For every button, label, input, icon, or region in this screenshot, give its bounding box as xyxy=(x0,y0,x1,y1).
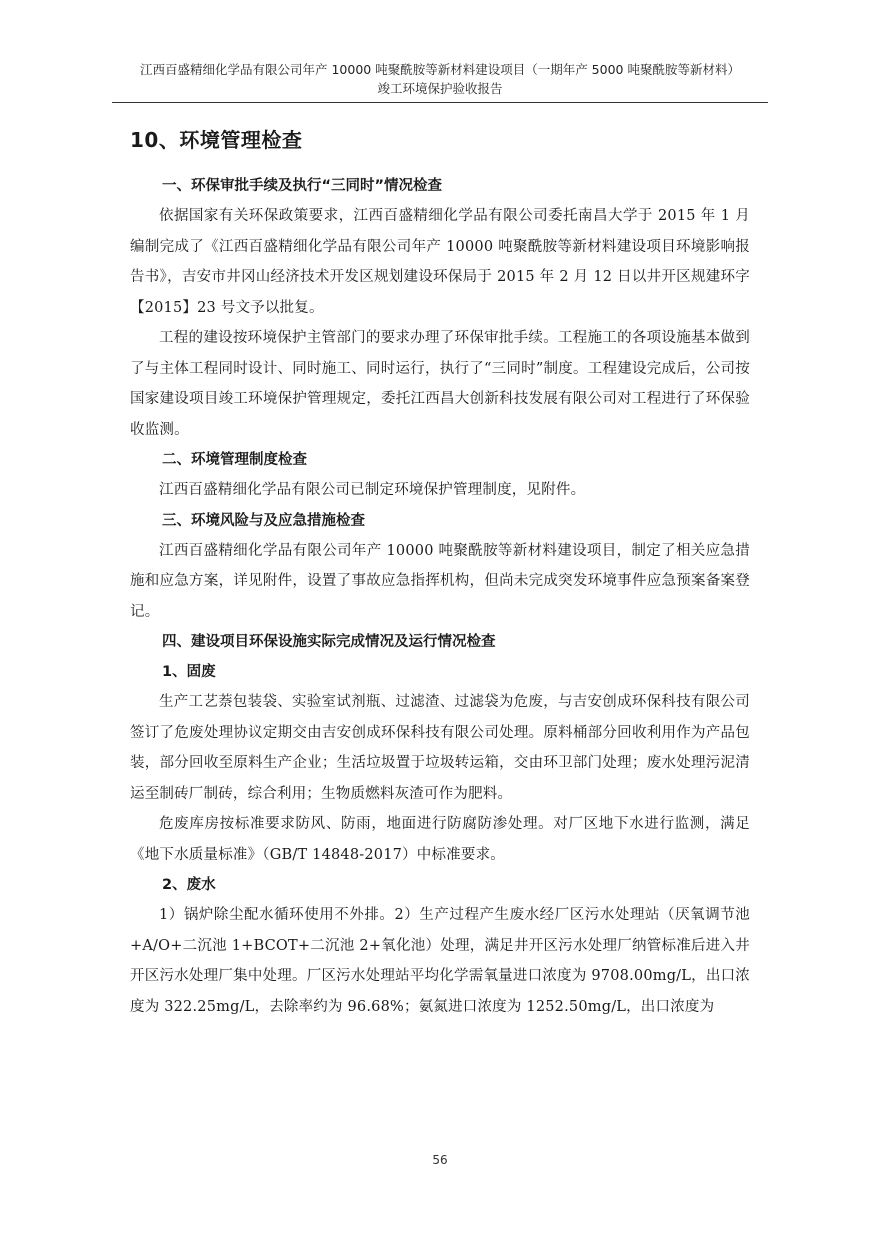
paragraph: 工程的建设按环境保护主管部门的要求办理了环保审批手续。工程施工的各项设施基本做到了与主体工程同时设计、同时施工、同时运行，执行了“三同时”制度。工程建设完成后，公司按国家建设项目竣工环境保护管理规定，委托江西昌大创新科技发展有限公司对工程进行了环保验收监测。 xyxy=(130,330,750,438)
page-body xyxy=(130,125,750,1022)
header-line-2: 竣工环境保护验收报告 xyxy=(377,81,503,96)
paragraph: 江西百盛精细化学品有限公司已制定环境保护管理制度，见附件。 xyxy=(159,482,586,498)
section-heading-1: 一、环保审批手续及执行“三同时”情况检查 xyxy=(162,178,443,194)
paragraph: 1）锅炉除尘配水循环使用不外排。2）生产过程产生废水经厂区污水处理站（厌氧调节池+A/O+二沉池 1+BCOT+二沉池 2+氧化池）处理，满足井开区污水处理厂纳管标准后进入井开区污水处理厂集中处理。厂区污水处理站平均化学需氧量进口浓度为 9708.00mg/L，出口浓度为 322.25mg/L，去除率约为 96.68%；氨氮进口浓度为 1252.50mg/L，出口浓度为 xyxy=(130,907,750,1015)
subsection-heading-wastewater: 2、废水 xyxy=(162,877,216,893)
header-line-1: 江西百盛精细化学品有限公司年产 10000 吨聚酰胺等新材料建设项目（一期年产 5000 吨聚酰胺等新材料） xyxy=(140,62,740,77)
paragraph: 依据国家有关环保政策要求，江西百盛精细化学品有限公司委托南昌大学于 2015 年 1 月编制完成了《江西百盛精细化学品有限公司年产 10000 吨聚酰胺等新材料建设项目环境影响报告书》，吉安市井冈山经济技术开发区规划建设环保局于 2015 年 2 月 12 日以井开区规建环字【2015】23 号文予以批复。 xyxy=(130,208,750,316)
page-number: 56 xyxy=(432,1153,448,1167)
paragraph: 危废库房按标准要求防风、防雨，地面进行防腐防渗处理。对厂区地下水进行监测，满足《地下水质量标准》（GB/T 14848-2017）中标准要求。 xyxy=(130,816,750,863)
subsection-heading-solid-waste: 1、固废 xyxy=(162,664,216,680)
paragraph: 江西百盛精细化学品有限公司年产 10000 吨聚酰胺等新材料建设项目，制定了相关应急措施和应急方案，详见附件，设置了事故应急指挥机构，但尚未完成突发环境事件应急预案备案登记。 xyxy=(130,542,750,620)
chapter-title: 10、环境管理检查 xyxy=(130,128,303,152)
section-heading-2: 二、环境管理制度检查 xyxy=(162,452,307,468)
section-heading-4: 四、建设项目环保设施实际完成情况及运行情况检查 xyxy=(162,634,496,650)
page-header xyxy=(112,60,768,98)
paragraph: 生产工艺萘包装袋、实验室试剂瓶、过滤渣、过滤袋为危废，与吉安创成环保科技有限公司签订了危废处理协议定期交由吉安创成环保科技有限公司处理。原料桶部分回收利用作为产品包装，部分回收至原料生产企业；生活垃圾置于垃圾转运箱，交由环卫部门处理；废水处理污泥清运至制砖厂制砖，综合利用；生物质燃料灰渣可作为肥料。 xyxy=(130,694,750,802)
header-divider xyxy=(112,102,768,103)
section-heading-3: 三、环境风险与及应急措施检查 xyxy=(162,512,365,529)
